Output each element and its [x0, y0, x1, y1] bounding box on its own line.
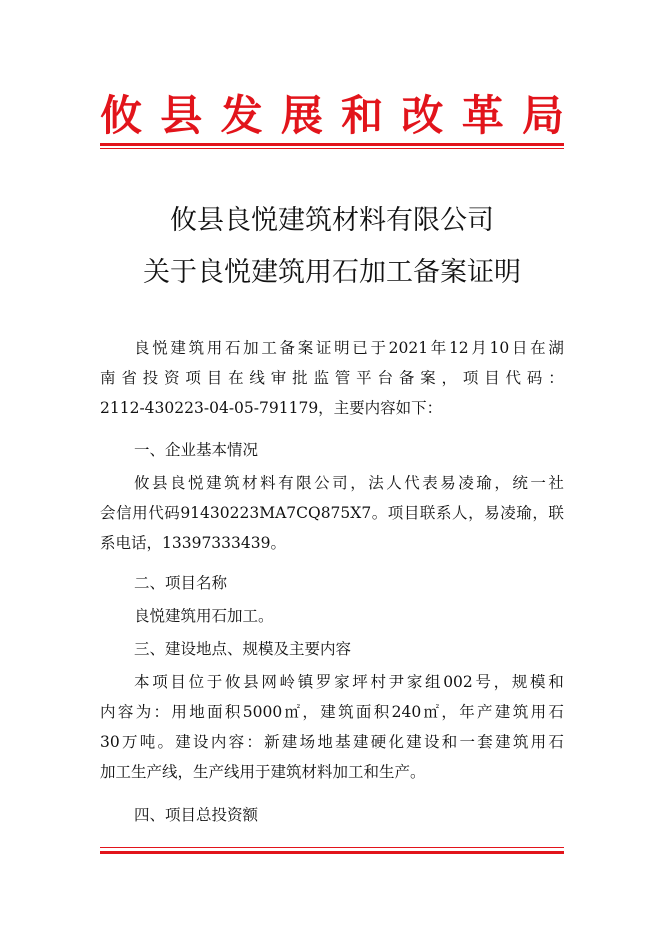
- agency-header-char: 发: [220, 91, 263, 140]
- text-line: 良 悦 建 筑 用 石 加 工 备 案 证 明 已 于 2021 年 12 月 10 日 在 湖: [134, 339, 564, 357]
- text-line: 南 省 投 资 项 目 在 线 审 批 监 管 平 台 备 案 ， 项 目 代 码 ：: [100, 369, 564, 387]
- section-heading-4: [100, 800, 564, 830]
- agency-header-char: 和: [341, 91, 384, 140]
- paragraph-location-scale: [100, 667, 564, 787]
- document-title-line-1: 攸县良悦建筑材料有限公司: [170, 205, 494, 236]
- section-heading-1: [100, 435, 564, 465]
- text-line: 内 容 为 ： 用 地 面 积 5000 ㎡ ， 建 筑 面 积 240 ㎡ ， 年 产 建 筑 用 石: [100, 703, 564, 721]
- agency-header-char: 县: [160, 91, 203, 140]
- agency-header: [100, 90, 564, 142]
- paragraph-project-name: [100, 601, 564, 631]
- header-rule-thin: [100, 148, 564, 149]
- text-line: 二、项目名称: [134, 574, 228, 592]
- footer-rule-thick: [100, 851, 564, 854]
- paragraph-intro: [100, 333, 564, 423]
- agency-header-char: 展: [280, 91, 323, 140]
- text-line: 良悦建筑用石加工。: [134, 607, 274, 625]
- text-line: 系电话，13397333439。: [100, 534, 286, 552]
- text-line: 会 信 用 代 码 91430223MA7CQ875X7 。 项 目 联 系 人 ， 易 凌 瑜 ， 联: [100, 504, 564, 522]
- agency-header-char: 革: [461, 91, 504, 140]
- footer-rule-thin: [100, 847, 564, 848]
- text-line: 2112-430223-04-05-791179，主要内容如下：: [100, 399, 443, 417]
- document-title-line-2: 关于良悦建筑用石加工备案证明: [143, 257, 521, 288]
- text-line: 加工生产线，生产线用于建筑材料加工和生产。: [100, 763, 426, 781]
- text-line: 四、项目总投资额: [134, 806, 259, 824]
- agency-header-char: 改: [401, 91, 444, 140]
- header-rule-thick: [100, 143, 564, 146]
- section-heading-3: [100, 634, 564, 664]
- text-line: 三、建设地点、规模及主要内容: [134, 640, 352, 658]
- agency-header-char: 攸: [100, 91, 143, 140]
- text-line: 攸 县 良 悦 建 筑 材 料 有 限 公 司 ， 法 人 代 表 易 凌 瑜 ， 统 一 社: [134, 474, 564, 492]
- text-line: 一、企业基本情况: [134, 441, 259, 459]
- agency-header-char: 局: [521, 91, 564, 140]
- section-heading-2: [100, 568, 564, 598]
- text-line: 30 万 吨 。 建 设 内 容 ： 新 建 场 地 基 建 硬 化 建 设 和 一 套 建 筑 用 石: [100, 733, 564, 751]
- text-line: 本 项 目 位 于 攸 县 网 岭 镇 罗 家 坪 村 尹 家 组 002 号 ， 规 模 和: [134, 673, 564, 691]
- paragraph-company-info: [100, 468, 564, 558]
